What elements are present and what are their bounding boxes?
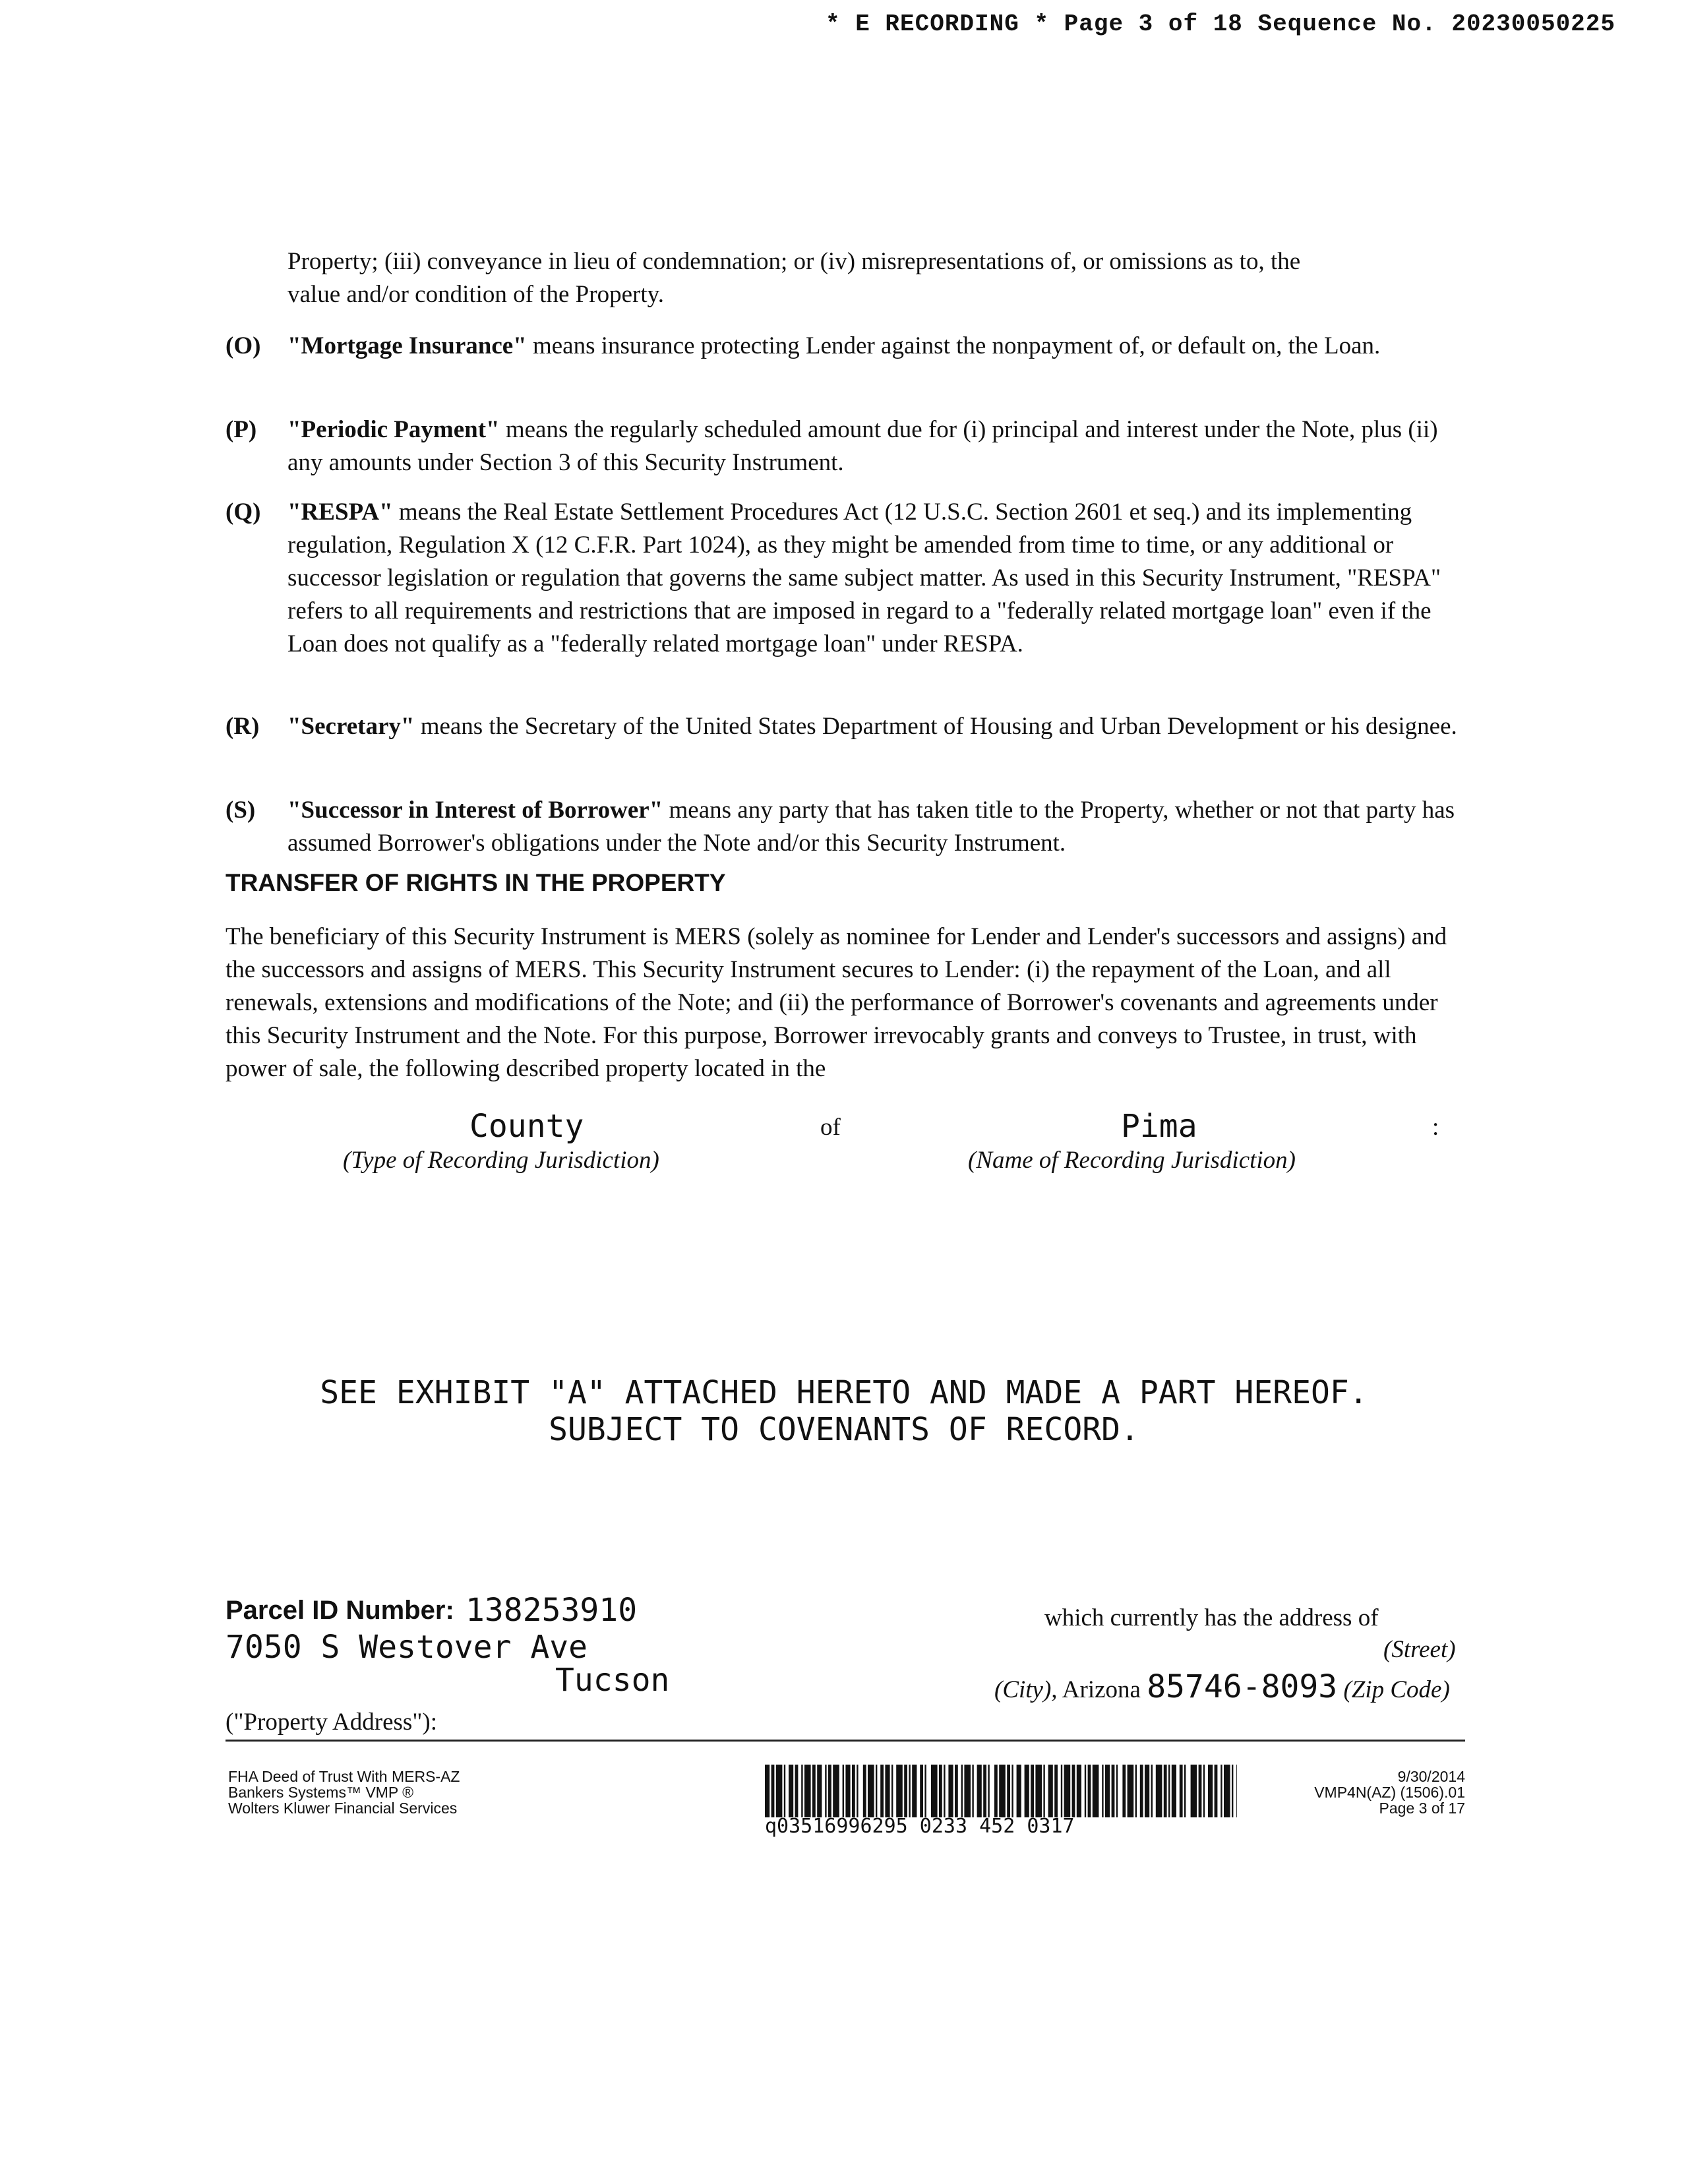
barcode-bar [1224, 1765, 1230, 1817]
barcode-bar [1232, 1765, 1233, 1817]
barcode-bar [1180, 1765, 1183, 1817]
barcode-bar [1105, 1765, 1110, 1817]
barcode-bar [1085, 1765, 1086, 1817]
barcode-bar [955, 1765, 958, 1817]
barcode-bar [924, 1765, 926, 1817]
definition-term: "Secretary" [287, 713, 415, 740]
definition-letter: (S) [226, 797, 256, 824]
barcode-bar [904, 1765, 907, 1817]
barcode-bar [1116, 1765, 1118, 1817]
barcode-bar [817, 1765, 822, 1817]
type-caption: (Type of Recording Jurisdiction) [343, 1147, 659, 1174]
form-date: 9/30/2014 [1397, 1768, 1465, 1785]
barcode-bar [1236, 1765, 1237, 1817]
city-caption: (City), [994, 1676, 1058, 1703]
definition-term: "Mortgage Insurance" [287, 332, 527, 359]
barcode-bar [1172, 1765, 1176, 1817]
barcode-bar [845, 1765, 850, 1817]
barcode-bar [964, 1765, 971, 1817]
definition-text: means any party that has taken title to the Property, whether or not that party has assumed Borrower's obligations under the Note and/or this Security Instrument. [287, 797, 1455, 857]
barcode-bar [961, 1765, 963, 1817]
exhibit-line-2: SUBJECT TO COVENANTS OF RECORD. [549, 1411, 1139, 1448]
barcode-bar [1011, 1765, 1013, 1817]
barcode-icon [765, 1765, 1237, 1817]
jurisdiction-name-value: Pima [1121, 1108, 1197, 1145]
barcode-bar [1077, 1765, 1081, 1817]
barcode-bar [771, 1765, 775, 1817]
address-lead: which currently has the address of [1044, 1604, 1379, 1631]
state-value: Arizona [1062, 1676, 1141, 1703]
barcode-bar [939, 1765, 942, 1817]
barcode-bar [801, 1765, 802, 1817]
barcode-bar [776, 1765, 783, 1817]
barcode-bar [1168, 1765, 1170, 1817]
of-word: of [820, 1114, 841, 1141]
city-state-zip [994, 1668, 1450, 1705]
barcode-bar [843, 1765, 844, 1817]
barcode-bar [1156, 1765, 1162, 1817]
barcode-bar [880, 1765, 884, 1817]
barcode-bar [891, 1765, 893, 1817]
definition-text: means the regularly scheduled amount due for (i) principal and interest under the Note, plus (ii) any amounts under Section 3 of this Security Instrument. [287, 416, 1438, 476]
intro-line-1: Property; (iii) conveyance in lieu of condemnation; or (iv) misrepresentations of, or omissions as to, the [287, 248, 1301, 275]
barcode-bar [931, 1765, 938, 1817]
colon: : [1432, 1114, 1439, 1141]
jurisdiction-type-value: County [469, 1108, 584, 1145]
barcode-bar [988, 1765, 989, 1817]
barcode-bar [1035, 1765, 1042, 1817]
barcode-bar [948, 1765, 953, 1817]
barcode-bar [1164, 1765, 1167, 1817]
zip-value: 85746-8093 [1147, 1668, 1338, 1705]
barcode-bar [944, 1765, 945, 1817]
barcode-bar [1215, 1765, 1218, 1817]
exhibit-reference [0, 1374, 1688, 1448]
barcode-bar [909, 1765, 910, 1817]
barcode-bar [1054, 1765, 1058, 1817]
name-caption: (Name of Recording Jurisdiction) [968, 1147, 1296, 1174]
barcode-bar [852, 1765, 855, 1817]
definition-text: means the Secretary of the United States Department of Housing and Urban Development or his designee. [414, 713, 1457, 740]
barcode-bar [1072, 1765, 1075, 1817]
property-address-label: ("Property Address"): [226, 1709, 438, 1736]
barcode-bar [1088, 1765, 1091, 1817]
form-code: VMP4N(AZ) (1506).01 [1314, 1784, 1465, 1801]
barcode-bar [1199, 1765, 1202, 1817]
barcode-bar [977, 1765, 982, 1817]
barcode-bar [1151, 1765, 1153, 1817]
barcode-bar [825, 1765, 826, 1817]
barcode-bar [1093, 1765, 1099, 1817]
barcode-bar [896, 1765, 903, 1817]
section-heading: TRANSFER OF RIGHTS IN THE PROPERTY [226, 869, 726, 896]
barcode-text: q03516996295 0233 452 0317 [765, 1815, 1075, 1838]
recording-header: * E RECORDING * Page 3 of 18 Sequence No. 20230050225 [826, 11, 1615, 38]
barcode-bar [1145, 1765, 1149, 1817]
barcode-bar [1128, 1765, 1134, 1817]
form-line-3: Wolters Kluwer Financial Services [228, 1800, 458, 1817]
barcode-bar [885, 1765, 889, 1817]
barcode-bar [795, 1765, 799, 1817]
definition-term: "RESPA" [287, 499, 393, 526]
definition-term: "Successor in Interest of Borrower" [287, 797, 663, 824]
barcode-bar [1191, 1765, 1197, 1817]
definition-text: means insurance protecting Lender against the nonpayment of, or default on, the Loan. [526, 332, 1381, 359]
barcode-bar [994, 1765, 998, 1817]
barcode-bar [1203, 1765, 1205, 1817]
definition-term: "Periodic Payment" [287, 416, 500, 443]
barcode-bar [1025, 1765, 1029, 1817]
barcode-bar [765, 1765, 769, 1817]
barcode-bar [876, 1765, 877, 1817]
street-value: 7050 S Westover Ave [226, 1629, 588, 1666]
form-version [1314, 1769, 1465, 1816]
barcode-bar [868, 1765, 874, 1817]
barcode-bar [857, 1765, 858, 1817]
barcode-bar [1048, 1765, 1053, 1817]
barcode-bar [1135, 1765, 1137, 1817]
parcel-label: Parcel ID Number: [226, 1596, 454, 1625]
barcode-bar [1017, 1765, 1021, 1817]
form-identifier [228, 1769, 460, 1816]
barcode-bar [1208, 1765, 1213, 1817]
barcode-bar [833, 1765, 839, 1817]
form-line-2: Bankers Systems™ VMP ® [228, 1784, 414, 1801]
barcode-bar [912, 1765, 917, 1817]
barcode-bar [972, 1765, 973, 1817]
zip-caption: (Zip Code) [1343, 1676, 1450, 1703]
parcel-value: 138253910 [466, 1592, 638, 1629]
barcode-bar [1102, 1765, 1103, 1817]
barcode-bar [983, 1765, 986, 1817]
form-line-1: FHA Deed of Trust With MERS-AZ [228, 1768, 460, 1785]
barcode-bar [999, 1765, 1006, 1817]
barcode-bar [1064, 1765, 1071, 1817]
barcode-bar [828, 1765, 831, 1817]
definition-letter: (O) [226, 332, 261, 359]
barcode-bar [812, 1765, 816, 1817]
footer-divider [226, 1740, 1465, 1742]
barcode-bar [784, 1765, 785, 1817]
definition-letter: (Q) [226, 499, 261, 526]
city-value: Tucson [555, 1662, 670, 1699]
barcode-bar [1184, 1765, 1186, 1817]
barcode-bar [1221, 1765, 1222, 1817]
barcode-bar [920, 1765, 923, 1817]
intro-line-2: value and/or condition of the Property. [287, 281, 664, 308]
street-caption: (Street) [1383, 1636, 1456, 1663]
exhibit-line-1: SEE EXHIBIT "A" ATTACHED HERETO AND MADE A PART HEREOF. [320, 1374, 1368, 1411]
barcode-bar [1122, 1765, 1126, 1817]
definition-letter: (P) [226, 416, 257, 443]
barcode-bar [1043, 1765, 1044, 1817]
barcode-bar [1112, 1765, 1115, 1817]
definition-text: means the Real Estate Settlement Procedures Act (12 U.S.C. Section 2601 et seq.) and its implementing regulation, Regulation X (12 C.F.R. Part 1024), as they might be amended from time to time, or any additional or successor legislation or regulation that governs the same subject matter. As used in this Security Instrument, "RESPA" refers to all requirements and restrictions that are imposed in regard to a "federally related mortgage loan" even if the Loan does not qualify as a "federally related mortgage loan" under RESPA. [287, 499, 1441, 657]
barcode-bar [804, 1765, 811, 1817]
barcode-bar [789, 1765, 793, 1817]
definition-letter: (R) [226, 713, 260, 740]
barcode-bar [1061, 1765, 1062, 1817]
barcode-bar [863, 1765, 866, 1817]
barcode-bar [1140, 1765, 1143, 1817]
intro-paragraph [287, 245, 1465, 311]
barcode-bar [1007, 1765, 1010, 1817]
transfer-paragraph: The beneficiary of this Security Instrument is MERS (solely as nominee for Lender and Lender's successors and assigns) and the successors and assigns of MERS. This Security Instrument secures to Lender: (i) the repayment of the Loan, and all renewals, extensions and modifications of the Note; and (ii) the performance of Borrower's covenants and agreements under this Security Instrument and the Note. For this purpose, Borrower irrevocably grants and conveys to Trustee, in trust, with power of sale, the following described property located in the [226, 923, 1447, 1082]
barcode-bar [1031, 1765, 1034, 1817]
form-page: Page 3 of 17 [1379, 1800, 1465, 1817]
